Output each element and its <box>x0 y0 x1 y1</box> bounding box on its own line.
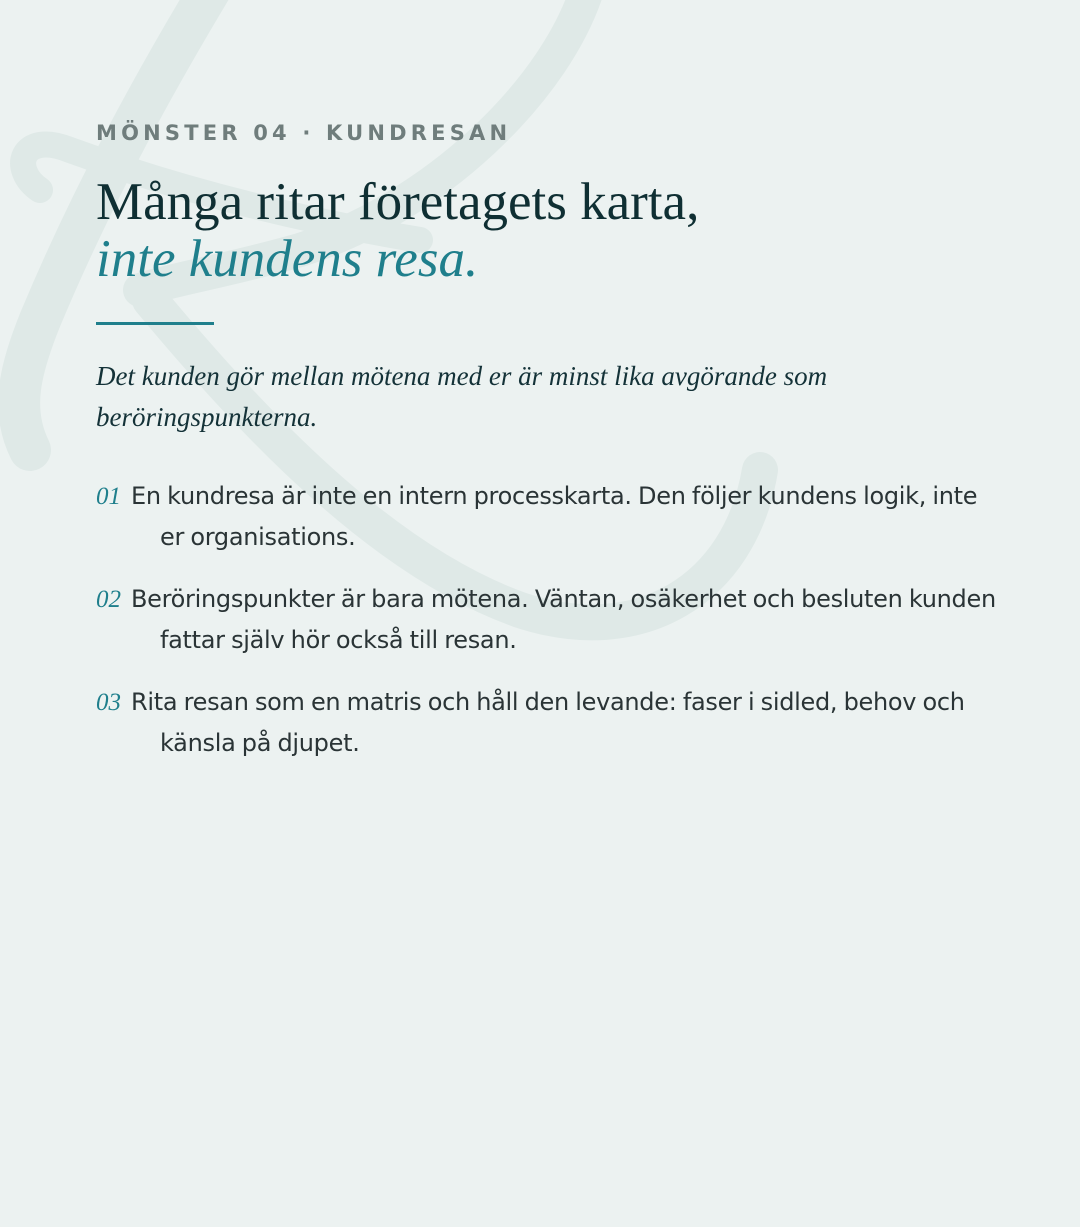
list-item <box>96 476 996 558</box>
page-title-line-2: inte kundens resa. <box>96 230 479 288</box>
page-title <box>96 174 699 288</box>
numbered-list <box>96 476 996 785</box>
lead-paragraph: Det kunden gör mellan mötena med er är minst lika avgörande som beröringspunkterna. <box>96 361 828 432</box>
list-item-text: Beröringspunkter är bara mötena. Väntan, osäkerhet och besluten kunden fattar själv hör också till resan. <box>131 585 996 654</box>
list-item-number: 01 <box>96 483 121 510</box>
list-item-text: En kundresa är inte en intern processkarta. Den följer kundens logik, inte er organisations. <box>131 482 978 551</box>
page-title-line-1: Många ritar företagets karta, <box>96 173 700 231</box>
list-item-number: 02 <box>96 586 121 613</box>
accent-divider <box>96 322 214 325</box>
list-item <box>96 579 996 661</box>
list-item <box>96 682 996 764</box>
list-item-number: 03 <box>96 689 121 716</box>
section-eyebrow: MÖNSTER 04 · KUNDRESAN <box>96 121 512 145</box>
list-item-text: Rita resan som en matris och håll den levande: faser i sidled, behov och känsla på djupet. <box>131 688 965 757</box>
